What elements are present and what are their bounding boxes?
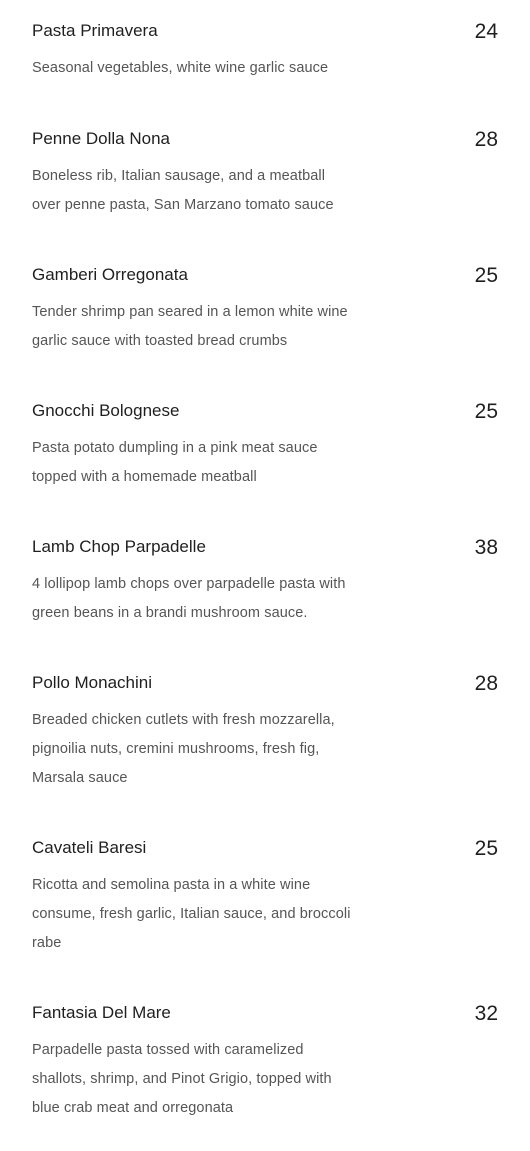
description-line: rabe [32, 935, 62, 951]
item-price: 28 [474, 128, 498, 151]
item-name: Penne Dolla Nona [32, 129, 170, 148]
description-line: over penne pasta, San Marzano tomato sauce [32, 197, 334, 213]
item-description [32, 570, 377, 628]
description-line: Ricotta and semolina pasta in a white wine [32, 877, 311, 893]
item-description [32, 1036, 377, 1123]
description-line: pignoilia nuts, cremini mushrooms, fresh fig, [32, 741, 320, 757]
item-name: Pollo Monachini [32, 673, 153, 692]
item-name: Pasta Primavera [32, 21, 158, 40]
item-name: Gnocchi Bolognese [32, 401, 180, 420]
item-price: 28 [474, 672, 498, 695]
description-line: shallots, shrimp, and Pinot Grigio, topped with [32, 1071, 332, 1087]
item-name: Fantasia Del Mare [32, 1003, 171, 1022]
item-price: 25 [474, 264, 498, 287]
item-name: Lamb Chop Parpadelle [32, 537, 206, 556]
description-line: blue crab meat and orregonata [32, 1100, 234, 1116]
description-line: garlic sauce with toasted bread crumbs [32, 333, 288, 349]
item-name: Cavateli Baresi [32, 838, 147, 857]
description-line: Marsala sauce [32, 770, 128, 786]
item-name: Gamberi Orregonata [32, 265, 188, 284]
item-description [32, 871, 377, 958]
description-line: Parpadelle pasta tossed with caramelized [32, 1042, 304, 1058]
description-line: green beans in a brandi mushroom sauce. [32, 605, 308, 621]
item-description [32, 54, 377, 83]
item-price: 32 [474, 1002, 498, 1025]
description-line: Breaded chicken cutlets with fresh mozzarella, [32, 712, 335, 728]
description-line: Seasonal vegetables, white wine garlic sauce [32, 60, 329, 76]
item-price: 24 [474, 20, 498, 43]
item-price: 25 [474, 400, 498, 423]
item-price: 38 [474, 536, 498, 559]
description-line: consume, fresh garlic, Italian sauce, and broccoli [32, 906, 351, 922]
item-description [32, 434, 377, 492]
description-line: 4 lollipop lamb chops over parpadelle pasta with [32, 576, 346, 592]
item-description [32, 162, 377, 220]
item-description [32, 298, 377, 356]
description-line: Tender shrimp pan seared in a lemon white wine [32, 304, 348, 320]
description-line: Boneless rib, Italian sausage, and a meatball [32, 168, 326, 184]
description-line: Pasta potato dumpling in a pink meat sauce [32, 440, 318, 456]
item-price: 25 [474, 837, 498, 860]
item-description [32, 706, 377, 793]
description-line: topped with a homemade meatball [32, 469, 257, 485]
